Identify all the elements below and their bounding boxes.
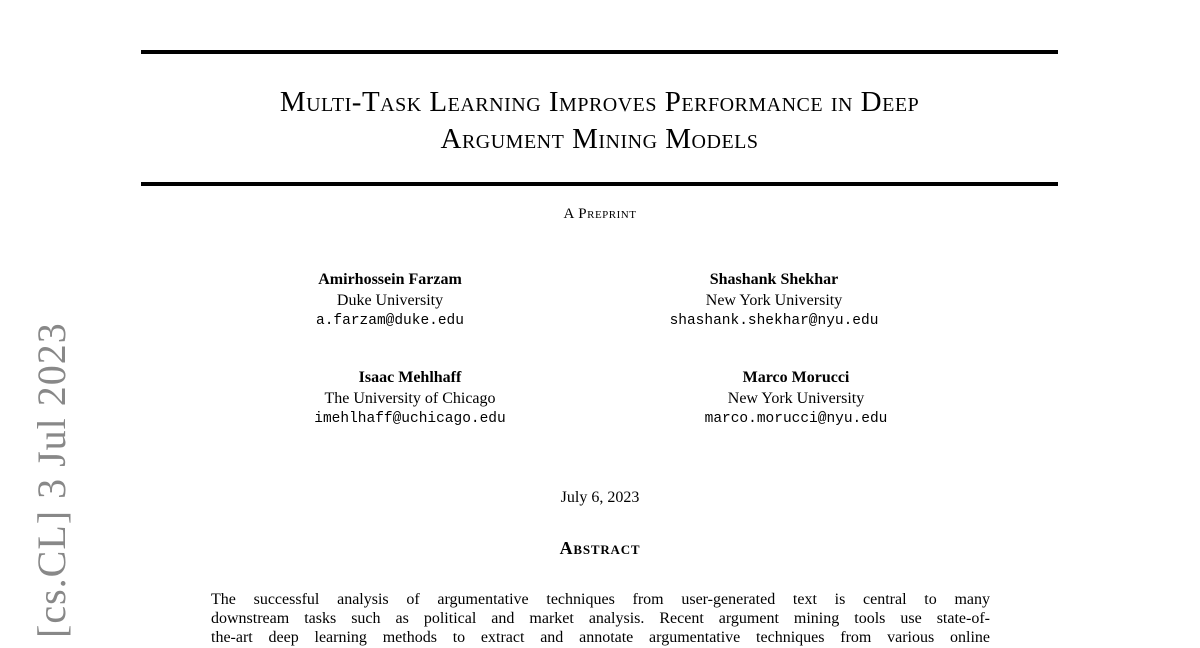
author-affiliation: New York University xyxy=(705,292,843,309)
author-email: a.farzam@duke.edu xyxy=(316,313,464,329)
abstract-line: downstream tasks such as political and market analysis. Recent argument mining tools use state-of- xyxy=(211,610,990,627)
author-block xyxy=(260,269,520,332)
author-block xyxy=(644,269,904,332)
title-top-rule xyxy=(141,50,1058,54)
author-name: Isaac Mehlhaff xyxy=(358,369,462,386)
author-block xyxy=(280,367,540,430)
abstract-line: the-art deep learning methods to extract and annotate argumentative techniques from various online xyxy=(211,629,990,646)
author-name: Amirhossein Farzam xyxy=(318,271,462,288)
preprint-label: A Preprint xyxy=(563,206,637,222)
author-name: Shashank Shekhar xyxy=(709,271,839,288)
paper-date: July 6, 2023 xyxy=(560,489,640,506)
title-bottom-rule xyxy=(141,182,1058,186)
arxiv-stamp: [cs.CL] 3 Jul 2023 xyxy=(29,322,74,638)
abstract-body xyxy=(211,590,990,647)
author-affiliation: Duke University xyxy=(336,292,444,309)
author-email: imehlhaff@uchicago.edu xyxy=(314,411,506,427)
abstract-heading: Abstract xyxy=(559,538,641,558)
paper-title-line-2: Argument Mining Models xyxy=(440,123,759,155)
paper-title xyxy=(141,84,1058,158)
author-email: marco.morucci@nyu.edu xyxy=(704,411,888,427)
author-affiliation: New York University xyxy=(727,390,865,407)
author-email: shashank.shekhar@nyu.edu xyxy=(669,313,879,329)
author-name: Marco Morucci xyxy=(742,369,850,386)
author-block xyxy=(666,367,926,430)
abstract-line: The successful analysis of argumentative techniques from user-generated text is central to many xyxy=(211,591,990,608)
author-affiliation: The University of Chicago xyxy=(324,390,496,407)
paper-title-line-1: Multi-Task Learning Improves Performance in Deep xyxy=(279,86,920,118)
